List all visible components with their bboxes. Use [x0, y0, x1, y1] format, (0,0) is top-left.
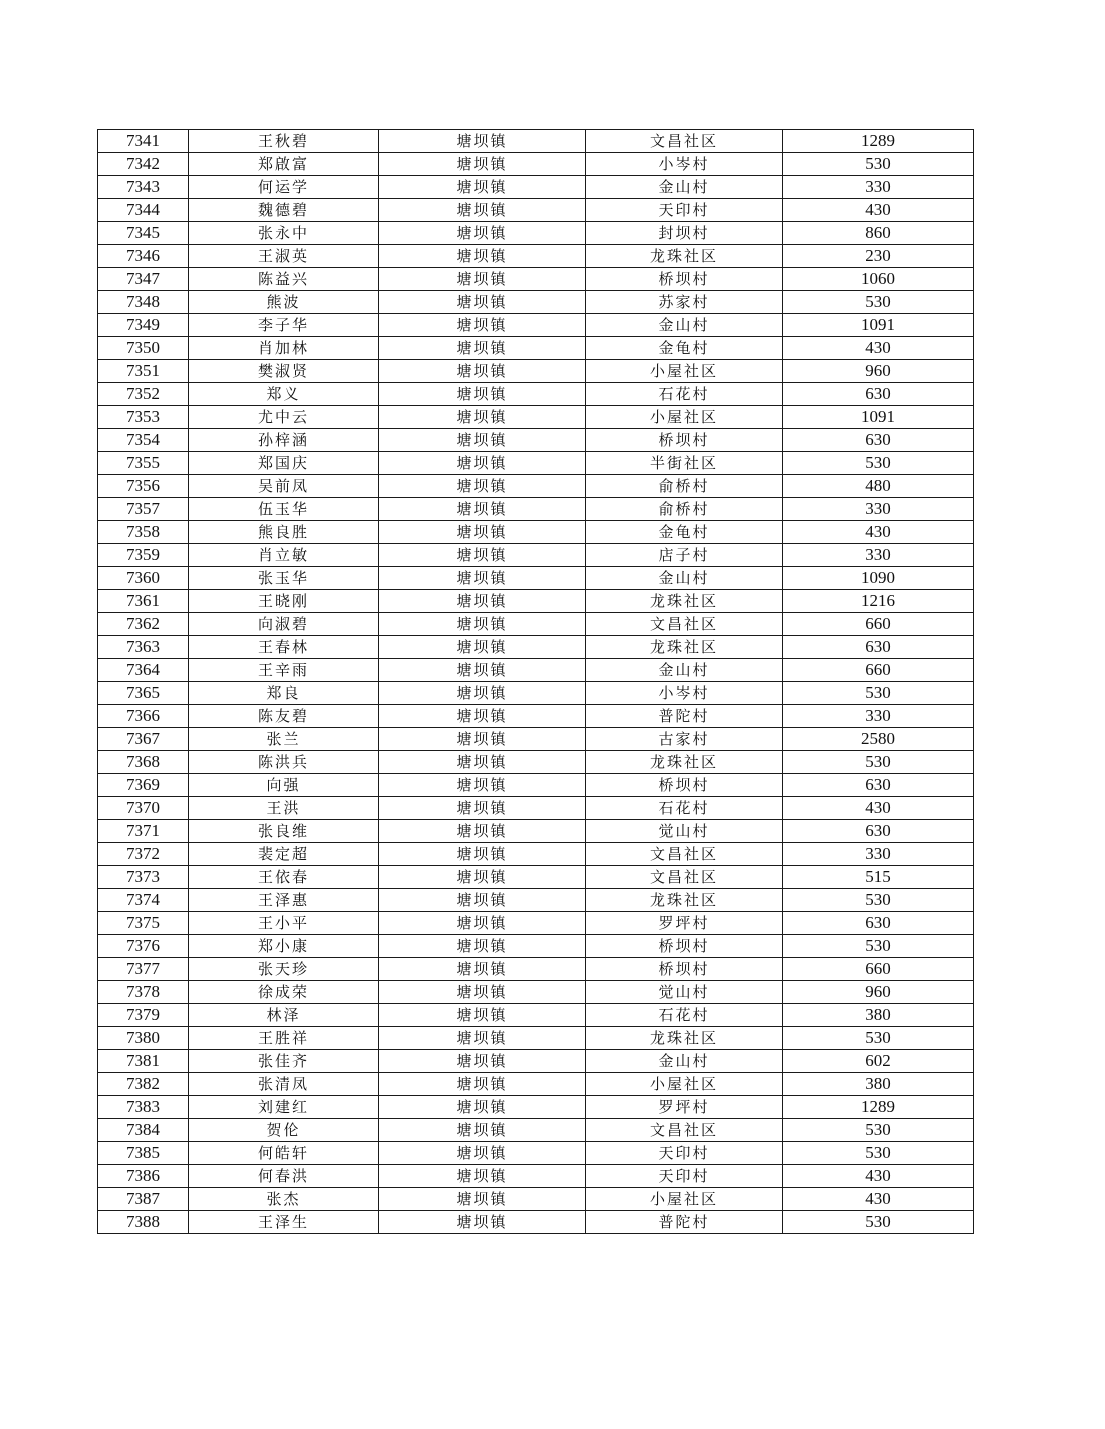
name-cell: 王泽惠: [189, 889, 379, 912]
name-cell: 熊良胜: [189, 521, 379, 544]
village-cell: 小屋社区: [586, 360, 783, 383]
row-number-cell: 7357: [98, 498, 189, 521]
town-cell: 塘坝镇: [379, 1073, 586, 1096]
row-number-cell: 7383: [98, 1096, 189, 1119]
village-cell: 罗坪村: [586, 912, 783, 935]
town-cell: 塘坝镇: [379, 291, 586, 314]
row-number-cell: 7386: [98, 1165, 189, 1188]
town-cell: 塘坝镇: [379, 912, 586, 935]
name-cell: 王依春: [189, 866, 379, 889]
town-cell: 塘坝镇: [379, 636, 586, 659]
row-number-cell: 7370: [98, 797, 189, 820]
row-number-cell: 7388: [98, 1211, 189, 1234]
name-cell: 王泽生: [189, 1211, 379, 1234]
name-cell: 张兰: [189, 728, 379, 751]
table-row: [98, 613, 974, 636]
village-cell: 文昌社区: [586, 1119, 783, 1142]
table-body: [98, 130, 974, 1234]
table-row: [98, 1096, 974, 1119]
table-row: [98, 245, 974, 268]
row-number-cell: 7344: [98, 199, 189, 222]
name-cell: 林泽: [189, 1004, 379, 1027]
town-cell: 塘坝镇: [379, 567, 586, 590]
name-cell: 郑啟富: [189, 153, 379, 176]
village-cell: 龙珠社区: [586, 636, 783, 659]
village-cell: 文昌社区: [586, 613, 783, 636]
town-cell: 塘坝镇: [379, 843, 586, 866]
village-cell: 金山村: [586, 176, 783, 199]
town-cell: 塘坝镇: [379, 866, 586, 889]
town-cell: 塘坝镇: [379, 659, 586, 682]
row-number-cell: 7347: [98, 268, 189, 291]
amount-cell: 330: [783, 843, 974, 866]
table-row: [98, 222, 974, 245]
name-cell: 孙梓涵: [189, 429, 379, 452]
village-cell: 古家村: [586, 728, 783, 751]
town-cell: 塘坝镇: [379, 1027, 586, 1050]
table-row: [98, 176, 974, 199]
village-cell: 苏家村: [586, 291, 783, 314]
amount-cell: 630: [783, 383, 974, 406]
town-cell: 塘坝镇: [379, 199, 586, 222]
name-cell: 何皓轩: [189, 1142, 379, 1165]
amount-cell: 1091: [783, 406, 974, 429]
town-cell: 塘坝镇: [379, 406, 586, 429]
village-cell: 小岑村: [586, 153, 783, 176]
name-cell: 陈洪兵: [189, 751, 379, 774]
row-number-cell: 7385: [98, 1142, 189, 1165]
row-number-cell: 7375: [98, 912, 189, 935]
amount-cell: 430: [783, 1165, 974, 1188]
town-cell: 塘坝镇: [379, 544, 586, 567]
name-cell: 王胜祥: [189, 1027, 379, 1050]
village-cell: 龙珠社区: [586, 889, 783, 912]
amount-cell: 530: [783, 291, 974, 314]
table-row: [98, 314, 974, 337]
amount-cell: 860: [783, 222, 974, 245]
table-row: [98, 889, 974, 912]
row-number-cell: 7355: [98, 452, 189, 475]
amount-cell: 630: [783, 636, 974, 659]
table-row: [98, 429, 974, 452]
row-number-cell: 7341: [98, 130, 189, 153]
table-row: [98, 797, 974, 820]
row-number-cell: 7358: [98, 521, 189, 544]
name-cell: 郑良: [189, 682, 379, 705]
name-cell: 向强: [189, 774, 379, 797]
amount-cell: 430: [783, 797, 974, 820]
name-cell: 王小平: [189, 912, 379, 935]
row-number-cell: 7349: [98, 314, 189, 337]
town-cell: 塘坝镇: [379, 360, 586, 383]
town-cell: 塘坝镇: [379, 245, 586, 268]
name-cell: 王洪: [189, 797, 379, 820]
village-cell: 店子村: [586, 544, 783, 567]
name-cell: 张玉华: [189, 567, 379, 590]
table-row: [98, 590, 974, 613]
amount-cell: 1090: [783, 567, 974, 590]
table-row: [98, 1004, 974, 1027]
table-row: [98, 636, 974, 659]
village-cell: 桥坝村: [586, 268, 783, 291]
row-number-cell: 7348: [98, 291, 189, 314]
amount-cell: 960: [783, 360, 974, 383]
town-cell: 塘坝镇: [379, 797, 586, 820]
amount-cell: 380: [783, 1073, 974, 1096]
town-cell: 塘坝镇: [379, 820, 586, 843]
amount-cell: 602: [783, 1050, 974, 1073]
table-row: [98, 153, 974, 176]
amount-cell: 660: [783, 958, 974, 981]
village-cell: 天印村: [586, 1165, 783, 1188]
village-cell: 桥坝村: [586, 429, 783, 452]
amount-cell: 1060: [783, 268, 974, 291]
table-row: [98, 935, 974, 958]
village-cell: 金山村: [586, 659, 783, 682]
name-cell: 张杰: [189, 1188, 379, 1211]
town-cell: 塘坝镇: [379, 1096, 586, 1119]
table-row: [98, 567, 974, 590]
table-row: [98, 981, 974, 1004]
village-cell: 石花村: [586, 383, 783, 406]
name-cell: 郑小康: [189, 935, 379, 958]
row-number-cell: 7369: [98, 774, 189, 797]
town-cell: 塘坝镇: [379, 314, 586, 337]
town-cell: 塘坝镇: [379, 751, 586, 774]
amount-cell: 480: [783, 475, 974, 498]
row-number-cell: 7363: [98, 636, 189, 659]
name-cell: 郑义: [189, 383, 379, 406]
village-cell: 石花村: [586, 797, 783, 820]
town-cell: 塘坝镇: [379, 498, 586, 521]
name-cell: 熊波: [189, 291, 379, 314]
town-cell: 塘坝镇: [379, 521, 586, 544]
table-row: [98, 728, 974, 751]
amount-cell: 630: [783, 774, 974, 797]
village-cell: 俞桥村: [586, 475, 783, 498]
village-cell: 小屋社区: [586, 1073, 783, 1096]
village-cell: 俞桥村: [586, 498, 783, 521]
row-number-cell: 7373: [98, 866, 189, 889]
table-row: [98, 912, 974, 935]
name-cell: 张清凤: [189, 1073, 379, 1096]
row-number-cell: 7351: [98, 360, 189, 383]
table-row: [98, 1050, 974, 1073]
name-cell: 肖立敏: [189, 544, 379, 567]
table-row: [98, 774, 974, 797]
amount-cell: 330: [783, 176, 974, 199]
row-number-cell: 7343: [98, 176, 189, 199]
row-number-cell: 7367: [98, 728, 189, 751]
amount-cell: 530: [783, 935, 974, 958]
village-cell: 觉山村: [586, 981, 783, 1004]
amount-cell: 530: [783, 153, 974, 176]
table-row: [98, 498, 974, 521]
table-row: [98, 820, 974, 843]
table-row: [98, 521, 974, 544]
village-cell: 金龟村: [586, 337, 783, 360]
table-row: [98, 291, 974, 314]
town-cell: 塘坝镇: [379, 889, 586, 912]
town-cell: 塘坝镇: [379, 176, 586, 199]
town-cell: 塘坝镇: [379, 337, 586, 360]
name-cell: 向淑碧: [189, 613, 379, 636]
town-cell: 塘坝镇: [379, 958, 586, 981]
table-row: [98, 1073, 974, 1096]
table-row: [98, 1119, 974, 1142]
amount-cell: 660: [783, 659, 974, 682]
village-cell: 普陀村: [586, 1211, 783, 1234]
name-cell: 裴定超: [189, 843, 379, 866]
amount-cell: 630: [783, 429, 974, 452]
town-cell: 塘坝镇: [379, 705, 586, 728]
name-cell: 郑国庆: [189, 452, 379, 475]
row-number-cell: 7360: [98, 567, 189, 590]
name-cell: 张佳齐: [189, 1050, 379, 1073]
amount-cell: 330: [783, 705, 974, 728]
village-cell: 桥坝村: [586, 774, 783, 797]
amount-cell: 530: [783, 751, 974, 774]
table-row: [98, 1165, 974, 1188]
amount-cell: 1289: [783, 1096, 974, 1119]
town-cell: 塘坝镇: [379, 613, 586, 636]
name-cell: 徐成荣: [189, 981, 379, 1004]
village-cell: 天印村: [586, 1142, 783, 1165]
village-cell: 龙珠社区: [586, 751, 783, 774]
name-cell: 李子华: [189, 314, 379, 337]
table-row: [98, 1027, 974, 1050]
town-cell: 塘坝镇: [379, 590, 586, 613]
name-cell: 尤中云: [189, 406, 379, 429]
name-cell: 伍玉华: [189, 498, 379, 521]
row-number-cell: 7376: [98, 935, 189, 958]
table-row: [98, 199, 974, 222]
amount-cell: 530: [783, 452, 974, 475]
row-number-cell: 7361: [98, 590, 189, 613]
village-cell: 天印村: [586, 199, 783, 222]
amount-cell: 2580: [783, 728, 974, 751]
row-number-cell: 7379: [98, 1004, 189, 1027]
name-cell: 何春洪: [189, 1165, 379, 1188]
village-cell: 桥坝村: [586, 958, 783, 981]
town-cell: 塘坝镇: [379, 935, 586, 958]
row-number-cell: 7384: [98, 1119, 189, 1142]
table-row: [98, 659, 974, 682]
amount-cell: 430: [783, 521, 974, 544]
village-cell: 觉山村: [586, 820, 783, 843]
table-row: [98, 268, 974, 291]
village-cell: 文昌社区: [586, 130, 783, 153]
amount-cell: 660: [783, 613, 974, 636]
village-cell: 金山村: [586, 567, 783, 590]
town-cell: 塘坝镇: [379, 130, 586, 153]
village-cell: 小岑村: [586, 682, 783, 705]
name-cell: 张良维: [189, 820, 379, 843]
row-number-cell: 7359: [98, 544, 189, 567]
table-row: [98, 452, 974, 475]
table-row: [98, 130, 974, 153]
name-cell: 贺伦: [189, 1119, 379, 1142]
table-row: [98, 337, 974, 360]
row-number-cell: 7346: [98, 245, 189, 268]
town-cell: 塘坝镇: [379, 475, 586, 498]
amount-cell: 530: [783, 682, 974, 705]
name-cell: 张天珍: [189, 958, 379, 981]
row-number-cell: 7380: [98, 1027, 189, 1050]
name-cell: 王淑英: [189, 245, 379, 268]
name-cell: 肖加林: [189, 337, 379, 360]
amount-cell: 530: [783, 1027, 974, 1050]
row-number-cell: 7381: [98, 1050, 189, 1073]
village-cell: 龙珠社区: [586, 1027, 783, 1050]
town-cell: 塘坝镇: [379, 774, 586, 797]
amount-cell: 1091: [783, 314, 974, 337]
village-cell: 金龟村: [586, 521, 783, 544]
table-row: [98, 383, 974, 406]
table-row: [98, 958, 974, 981]
name-cell: 陈益兴: [189, 268, 379, 291]
name-cell: 何运学: [189, 176, 379, 199]
amount-cell: 530: [783, 1142, 974, 1165]
amount-cell: 380: [783, 1004, 974, 1027]
table-row: [98, 475, 974, 498]
table-row: [98, 406, 974, 429]
town-cell: 塘坝镇: [379, 268, 586, 291]
town-cell: 塘坝镇: [379, 1050, 586, 1073]
village-cell: 半街社区: [586, 452, 783, 475]
town-cell: 塘坝镇: [379, 222, 586, 245]
town-cell: 塘坝镇: [379, 728, 586, 751]
name-cell: 王秋碧: [189, 130, 379, 153]
table-row: [98, 866, 974, 889]
table-row: [98, 705, 974, 728]
amount-cell: 430: [783, 1188, 974, 1211]
row-number-cell: 7354: [98, 429, 189, 452]
village-cell: 龙珠社区: [586, 590, 783, 613]
village-cell: 龙珠社区: [586, 245, 783, 268]
row-number-cell: 7382: [98, 1073, 189, 1096]
row-number-cell: 7366: [98, 705, 189, 728]
name-cell: 魏德碧: [189, 199, 379, 222]
amount-cell: 515: [783, 866, 974, 889]
village-cell: 普陀村: [586, 705, 783, 728]
name-cell: 张永中: [189, 222, 379, 245]
amount-cell: 630: [783, 820, 974, 843]
amount-cell: 530: [783, 1211, 974, 1234]
row-number-cell: 7371: [98, 820, 189, 843]
amount-cell: 1289: [783, 130, 974, 153]
table-row: [98, 1188, 974, 1211]
row-number-cell: 7356: [98, 475, 189, 498]
town-cell: 塘坝镇: [379, 1165, 586, 1188]
row-number-cell: 7378: [98, 981, 189, 1004]
village-cell: 石花村: [586, 1004, 783, 1027]
town-cell: 塘坝镇: [379, 1119, 586, 1142]
name-cell: 吴前凤: [189, 475, 379, 498]
amount-cell: 530: [783, 889, 974, 912]
row-number-cell: 7377: [98, 958, 189, 981]
row-number-cell: 7372: [98, 843, 189, 866]
row-number-cell: 7387: [98, 1188, 189, 1211]
table-row: [98, 682, 974, 705]
town-cell: 塘坝镇: [379, 452, 586, 475]
table-row: [98, 544, 974, 567]
town-cell: 塘坝镇: [379, 682, 586, 705]
amount-cell: 960: [783, 981, 974, 1004]
amount-cell: 630: [783, 912, 974, 935]
amount-cell: 530: [783, 1119, 974, 1142]
town-cell: 塘坝镇: [379, 1142, 586, 1165]
name-cell: 刘建红: [189, 1096, 379, 1119]
amount-cell: 1216: [783, 590, 974, 613]
village-cell: 文昌社区: [586, 843, 783, 866]
village-cell: 封坝村: [586, 222, 783, 245]
row-number-cell: 7368: [98, 751, 189, 774]
town-cell: 塘坝镇: [379, 1188, 586, 1211]
table-row: [98, 751, 974, 774]
amount-cell: 430: [783, 337, 974, 360]
amount-cell: 330: [783, 544, 974, 567]
village-cell: 小屋社区: [586, 1188, 783, 1211]
town-cell: 塘坝镇: [379, 1211, 586, 1234]
row-number-cell: 7364: [98, 659, 189, 682]
row-number-cell: 7345: [98, 222, 189, 245]
town-cell: 塘坝镇: [379, 383, 586, 406]
table-row: [98, 843, 974, 866]
row-number-cell: 7350: [98, 337, 189, 360]
village-cell: 文昌社区: [586, 866, 783, 889]
town-cell: 塘坝镇: [379, 1004, 586, 1027]
village-cell: 金山村: [586, 1050, 783, 1073]
village-cell: 罗坪村: [586, 1096, 783, 1119]
row-number-cell: 7342: [98, 153, 189, 176]
row-number-cell: 7374: [98, 889, 189, 912]
village-cell: 桥坝村: [586, 935, 783, 958]
name-cell: 陈友碧: [189, 705, 379, 728]
town-cell: 塘坝镇: [379, 153, 586, 176]
row-number-cell: 7352: [98, 383, 189, 406]
village-cell: 金山村: [586, 314, 783, 337]
amount-cell: 330: [783, 498, 974, 521]
name-cell: 王春林: [189, 636, 379, 659]
row-number-cell: 7353: [98, 406, 189, 429]
name-cell: 王辛雨: [189, 659, 379, 682]
row-number-cell: 7362: [98, 613, 189, 636]
name-cell: 王晓刚: [189, 590, 379, 613]
table-row: [98, 1211, 974, 1234]
town-cell: 塘坝镇: [379, 981, 586, 1004]
table-row: [98, 360, 974, 383]
table-row: [98, 1142, 974, 1165]
town-cell: 塘坝镇: [379, 429, 586, 452]
row-number-cell: 7365: [98, 682, 189, 705]
amount-cell: 430: [783, 199, 974, 222]
name-cell: 樊淑贤: [189, 360, 379, 383]
village-cell: 小屋社区: [586, 406, 783, 429]
amount-cell: 230: [783, 245, 974, 268]
data-table: [97, 129, 974, 1234]
